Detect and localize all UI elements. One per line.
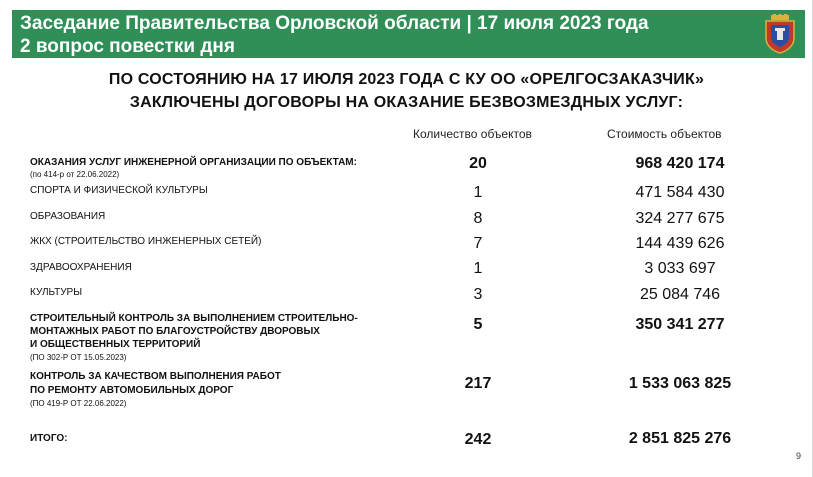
row-count-education: 8 [473, 210, 483, 227]
row-label-construction-control-2: МОНТАЖНЫХ РАБОТ ПО БЛАГОУСТРОЙСТВУ ДВОРОВЫХ [30, 326, 320, 337]
row-cost-total: 2 851 825 276 [628, 430, 732, 447]
column-header-cost: Стоимость объектов [607, 127, 722, 141]
row-count-engineering: 20 [469, 155, 487, 172]
page-number: 9 [795, 451, 801, 461]
row-label-education: ОБРАЗОВАНИЯ [30, 211, 106, 222]
row-count-road-control: 217 [464, 375, 492, 392]
row-label-construction-control-1: СТРОИТЕЛЬНЫЙ КОНТРОЛЬ ЗА ВЫПОЛНЕНИЕМ СТРОИТЕЛЬНО- [30, 313, 358, 324]
row-count-culture: 3 [473, 286, 483, 303]
row-label-road-control-2: ПО РЕМОНТУ АВТОМОБИЛЬНЫХ ДОРОГ [30, 385, 234, 396]
row-count-sport: 1 [473, 184, 483, 201]
row-note-construction-control: (ПО 302-Р ОТ 15.05.2023) [30, 353, 127, 362]
coat-of-arms-icon [763, 14, 797, 54]
row-label-road-control-1: КОНТРОЛЬ ЗА КАЧЕСТВОМ ВЫПОЛНЕНИЯ РАБОТ [30, 371, 281, 382]
row-cost-construction-control: 350 341 277 [635, 316, 725, 333]
row-note-road-control: (ПО 419-Р ОТ 22.06.2022) [30, 399, 127, 408]
row-cost-sport: 471 584 430 [635, 184, 725, 201]
row-note-engineering: (по 414-р от 22.06.2022) [30, 170, 120, 179]
row-cost-engineering: 968 420 174 [635, 155, 725, 172]
row-count-construction-control: 5 [473, 316, 483, 333]
row-cost-culture: 25 084 746 [639, 286, 721, 303]
row-label-total: ИТОГО: [30, 433, 68, 444]
header-title: Заседание Правительства Орловской области | 17 июля 2023 года [20, 13, 649, 34]
row-label-sport: СПОРТА И ФИЗИЧЕСКОЙ КУЛЬТУРЫ [30, 185, 208, 196]
row-cost-health: 3 033 697 [644, 260, 716, 277]
row-count-total: 242 [464, 431, 492, 448]
header-subtitle: 2 вопрос повестки дня [20, 36, 235, 57]
slide-title-line2: ЗАКЛЮЧЕНЫ ДОГОВОРЫ НА ОКАЗАНИЕ БЕЗВОЗМЕЗДНЫХ УСЛУГ: [129, 94, 684, 111]
row-label-housing: ЖКХ (СТРОИТЕЛЬСТВО ИНЖЕНЕРНЫХ СЕТЕЙ) [30, 236, 262, 247]
column-header-count: Количество объектов [413, 127, 532, 141]
slide-header [12, 10, 805, 58]
row-label-engineering: ОКАЗАНИЯ УСЛУГ ИНЖЕНЕРНОЙ ОРГАНИЗАЦИИ ПО ОБЪЕКТАМ: [30, 157, 357, 168]
row-label-culture: КУЛЬТУРЫ [30, 287, 83, 298]
row-count-housing: 7 [473, 235, 483, 252]
row-cost-road-control: 1 533 063 825 [628, 375, 732, 392]
row-cost-housing: 144 439 626 [635, 235, 725, 252]
row-cost-education: 324 277 675 [635, 210, 725, 227]
row-label-health: ЗДРАВООХРАНЕНИЯ [30, 262, 132, 273]
row-label-construction-control-3: И ОБЩЕСТВЕННЫХ ТЕРРИТОРИЙ [30, 339, 201, 350]
slide-title-line1: ПО СОСТОЯНИЮ НА 17 ИЮЛЯ 2023 ГОДА С КУ ОО «ОРЕЛГОСЗАКАЗЧИК» [108, 71, 705, 88]
row-count-health: 1 [473, 260, 483, 277]
